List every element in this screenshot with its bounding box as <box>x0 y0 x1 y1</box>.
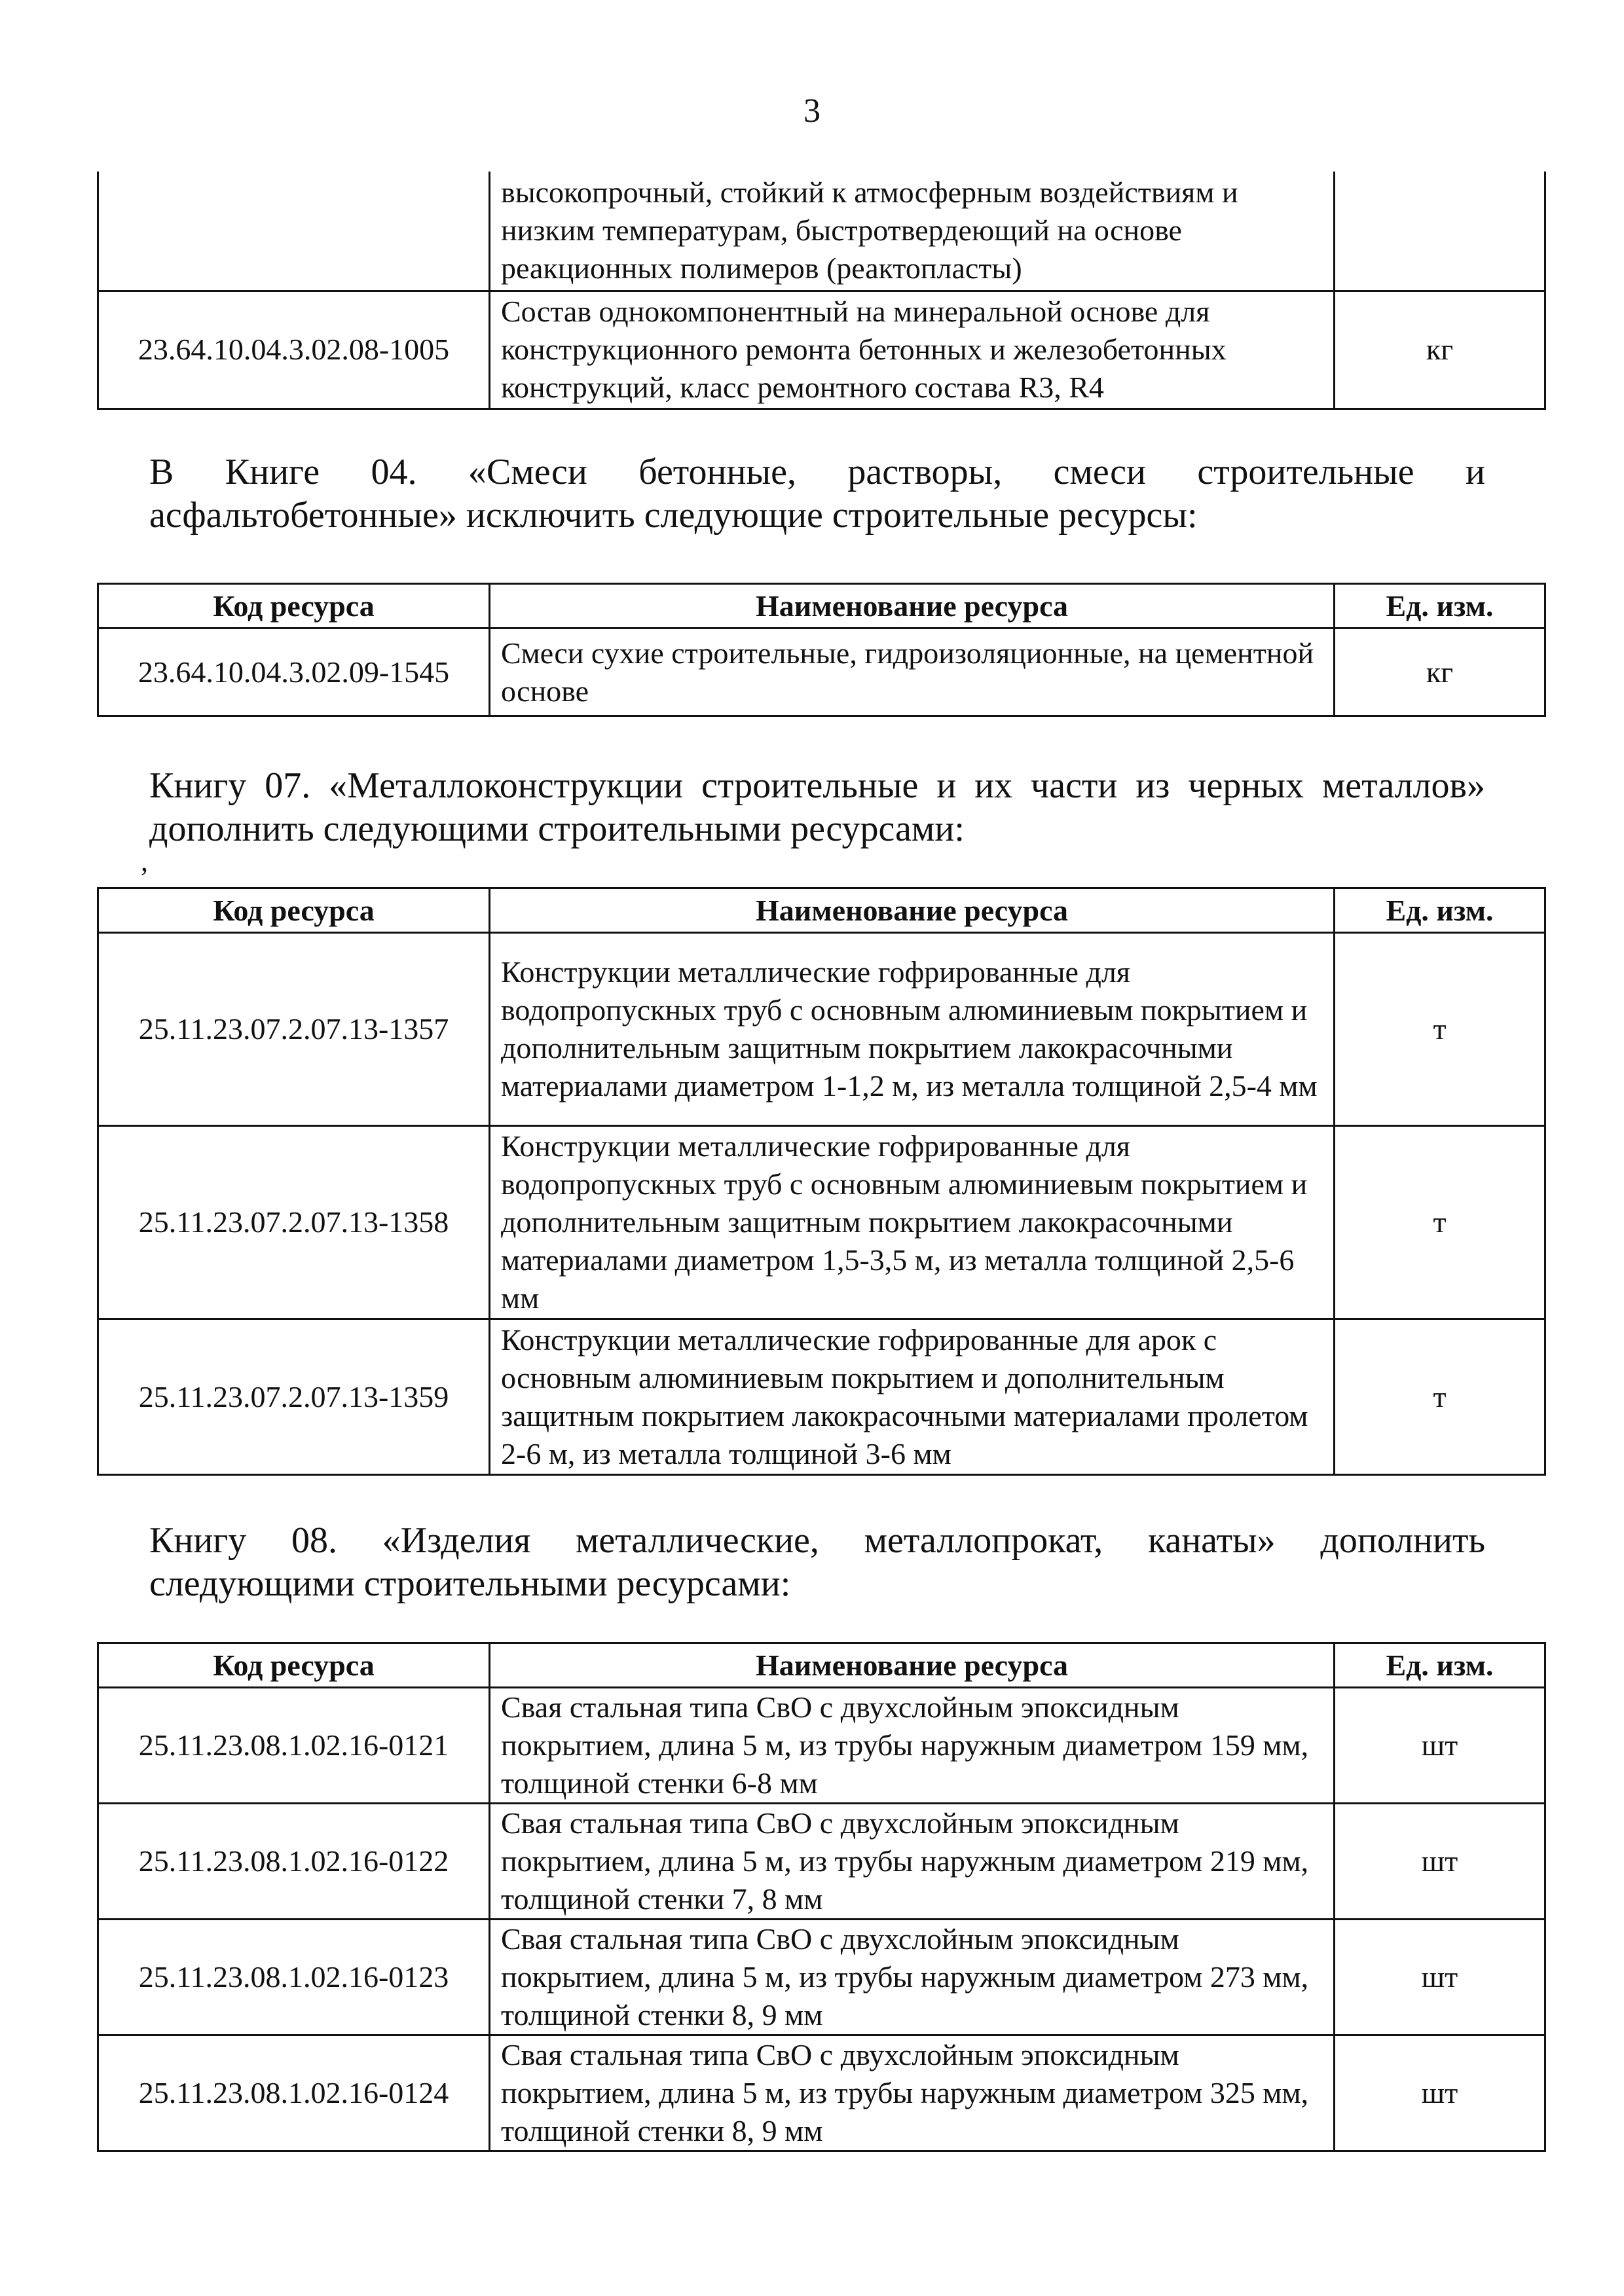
column-header-unit: Ед. изм. <box>1335 888 1545 933</box>
column-header-code: Код ресурса <box>98 584 490 629</box>
table-row <box>98 1804 1545 1920</box>
resource-unit: т <box>1335 1319 1545 1475</box>
paragraph-book-08 <box>149 1519 1485 1605</box>
resource-name: Смеси сухие строительные, гидроизоляционные, на цементной основе <box>490 629 1335 716</box>
paragraph-book-04 <box>149 450 1485 537</box>
page-number: 3 <box>803 92 821 130</box>
table-header-row <box>98 1643 1545 1688</box>
paragraph-line: асфальтобетонные» исключить следующие строительные ресурсы: <box>149 495 1198 536</box>
resource-code: 25.11.23.08.1.02.16-0124 <box>98 2035 490 2151</box>
column-header-name: Наименование ресурса <box>490 888 1335 933</box>
table-row <box>98 172 1545 291</box>
resource-name: Конструкции металлические гофрированные для водопропускных труб с основным алюминиевым покрытием и дополнительным защитным покрытием лакокрасочными материалами диаметром 1-1,2 м, из металла толщиной 2,5-4 мм <box>490 933 1335 1126</box>
paragraph-book-07 <box>149 764 1485 850</box>
table-row <box>98 1688 1545 1804</box>
resource-name: Свая стальная типа СвО с двухслойным эпоксидным покрытием, длина 5 м, из трубы наружным диаметром 273 мм, толщиной стенки 8, 9 мм <box>490 1920 1335 2035</box>
resource-unit <box>1335 172 1545 291</box>
resource-unit: т <box>1335 1126 1545 1319</box>
resource-unit: кг <box>1335 291 1545 409</box>
paragraph-line: дополнить следующими строительными ресурсами: <box>149 809 965 849</box>
resource-code <box>98 172 490 291</box>
resource-code: 25.11.23.08.1.02.16-0122 <box>98 1804 490 1920</box>
column-header-code: Код ресурса <box>98 888 490 933</box>
table-header-row <box>98 584 1545 629</box>
resource-code: 25.11.23.08.1.02.16-0123 <box>98 1920 490 2035</box>
resource-code: 25.11.23.07.2.07.13-1358 <box>98 1126 490 1319</box>
resource-unit: т <box>1335 933 1545 1126</box>
resource-name: высокопрочный, стойкий к атмосферным воздействиям и низким температурам, быстротвердеющий на основе реакционных полимеров (реактопласты) <box>490 172 1335 291</box>
resource-table-book-08 <box>97 1642 1546 2152</box>
paragraph-line: следующими строительными ресурсами: <box>149 1563 791 1604</box>
resource-code: 25.11.23.07.2.07.13-1357 <box>98 933 490 1126</box>
resource-name: Конструкции металлические гофрированные для арок с основным алюминиевым покрытием и дополнительным защитным покрытием лакокрасочными материалами пролетом 2-6 м, из металла толщиной 3-6 мм <box>490 1319 1335 1475</box>
resource-unit: шт <box>1335 2035 1545 2151</box>
resource-unit: шт <box>1335 1920 1545 2035</box>
resource-code: 25.11.23.08.1.02.16-0121 <box>98 1688 490 1804</box>
table-row <box>98 629 1545 716</box>
resource-code: 23.64.10.04.3.02.09-1545 <box>98 629 490 716</box>
table-row <box>98 2035 1545 2151</box>
resource-name: Конструкции металлические гофрированные для водопропускных труб с основным алюминиевым покрытием и дополнительным защитным покрытием лакокрасочными материалами диаметром 1,5-3,5 м, из металла толщиной 2,5-6 мм <box>490 1126 1335 1319</box>
resource-code: 25.11.23.07.2.07.13-1359 <box>98 1319 490 1475</box>
resource-table-book-04 <box>97 583 1546 717</box>
resource-name: Свая стальная типа СвО с двухслойным эпоксидным покрытием, длина 5 м, из трубы наружным диаметром 325 мм, толщиной стенки 8, 9 мм <box>490 2035 1335 2151</box>
table-header-row <box>98 888 1545 933</box>
column-header-unit: Ед. изм. <box>1335 1643 1545 1688</box>
resource-table-book-07 <box>97 887 1546 1476</box>
table-row <box>98 1920 1545 2035</box>
resource-table-continued <box>97 172 1546 410</box>
column-header-code: Код ресурса <box>98 1643 490 1688</box>
resource-unit: шт <box>1335 1688 1545 1804</box>
column-header-unit: Ед. изм. <box>1335 584 1545 629</box>
table-row <box>98 1126 1545 1319</box>
resource-unit: кг <box>1335 629 1545 716</box>
stray-mark: , <box>141 845 148 877</box>
resource-unit: шт <box>1335 1804 1545 1920</box>
resource-code: 23.64.10.04.3.02.08-1005 <box>98 291 490 409</box>
table-row <box>98 1319 1545 1475</box>
paragraph-line: Книгу 07. «Металлоконструкции строительные и их части из черных металлов» <box>149 765 1485 806</box>
resource-name: Свая стальная типа СвО с двухслойным эпоксидным покрытием, длина 5 м, из трубы наружным диаметром 219 мм, толщиной стенки 7, 8 мм <box>490 1804 1335 1920</box>
table-row <box>98 291 1545 409</box>
column-header-name: Наименование ресурса <box>490 584 1335 629</box>
paragraph-line: В Книге 04. «Смеси бетонные, растворы, смеси строительные и <box>149 452 1485 492</box>
paragraph-line: Книгу 08. «Изделия металлические, металлопрокат, канаты» дополнить <box>149 1520 1485 1561</box>
column-header-name: Наименование ресурса <box>490 1643 1335 1688</box>
table-row <box>98 933 1545 1126</box>
resource-name: Свая стальная типа СвО с двухслойным эпоксидным покрытием, длина 5 м, из трубы наружным диаметром 159 мм, толщиной стенки 6-8 мм <box>490 1688 1335 1804</box>
resource-name: Состав однокомпонентный на минеральной основе для конструкционного ремонта бетонных и железобетонных конструкций, класс ремонтного состава R3, R4 <box>490 291 1335 409</box>
